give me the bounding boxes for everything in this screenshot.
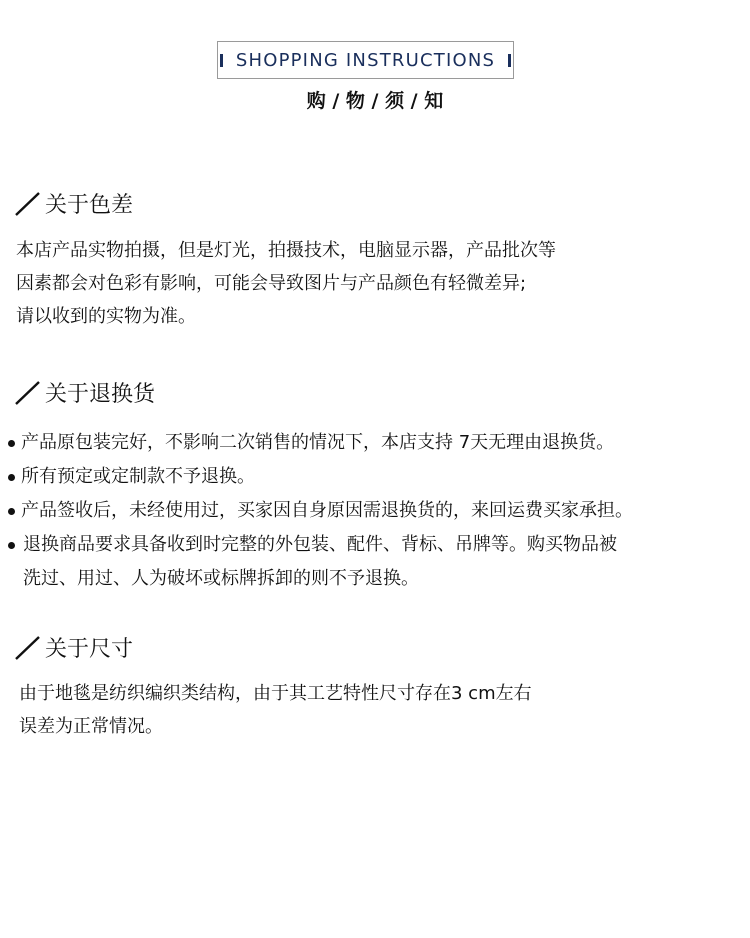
- slash-icon: [14, 380, 42, 406]
- returns-list: [8, 426, 633, 596]
- slash-icon: [14, 635, 42, 661]
- list-item: [8, 528, 633, 596]
- section-title-color: [14, 188, 133, 219]
- paragraph-line: 由于地毯是纺织编织类结构，由于其工艺特性尺寸存在3 cm左右: [19, 683, 532, 704]
- section-title-label: 关于退换货: [45, 382, 156, 407]
- header-left-bar: [220, 54, 223, 67]
- section-title-label: 关于色差: [45, 193, 134, 218]
- list-item-text: 产品原包装完好，不影响二次销售的情况下，本店支持 7天无理由退换货。: [21, 432, 615, 453]
- size-paragraph: [19, 677, 532, 743]
- bullet-icon: [8, 440, 15, 447]
- header-title-en: SHOPPING INSTRUCTIONS: [235, 49, 496, 71]
- color-paragraph: [16, 234, 556, 333]
- header-title-cn: 购 / 物 / 须 / 知: [306, 90, 444, 112]
- bullet-icon: [8, 508, 15, 515]
- section-title-returns: [14, 377, 155, 408]
- bullet-icon: [8, 542, 15, 549]
- header-title-box: [217, 41, 514, 79]
- paragraph-line: 误差为正常情况。: [19, 716, 163, 737]
- list-item: [8, 426, 633, 460]
- paragraph-line: 本店产品实物拍摄，但是灯光，拍摄技术，电脑显示器，产品批次等: [16, 240, 556, 261]
- list-item-text: 产品签收后，未经使用过，买家因自身原因需退换货的，来回运费买家承担。: [21, 500, 633, 521]
- list-item: [8, 460, 633, 494]
- slash-icon: [14, 191, 42, 217]
- list-item-line: 洗过、用过、人为破坏或标牌拆卸的则不予退换。: [23, 568, 419, 589]
- header-right-bar: [508, 54, 511, 67]
- section-title-label: 关于尺寸: [45, 637, 134, 662]
- list-item-line: 退换商品要求具备收到时完整的外包装、配件、背标、吊牌等。购买物品被: [23, 534, 617, 555]
- list-item: [8, 494, 633, 528]
- paragraph-line: 因素都会对色彩有影响，可能会导致图片与产品颜色有轻微差异;: [16, 273, 527, 294]
- paragraph-line: 请以收到的实物为准。: [16, 306, 196, 327]
- bullet-icon: [8, 474, 15, 481]
- list-item-text: [21, 528, 617, 596]
- list-item-text: 所有预定或定制款不予退换。: [21, 466, 255, 487]
- section-title-size: [14, 632, 133, 663]
